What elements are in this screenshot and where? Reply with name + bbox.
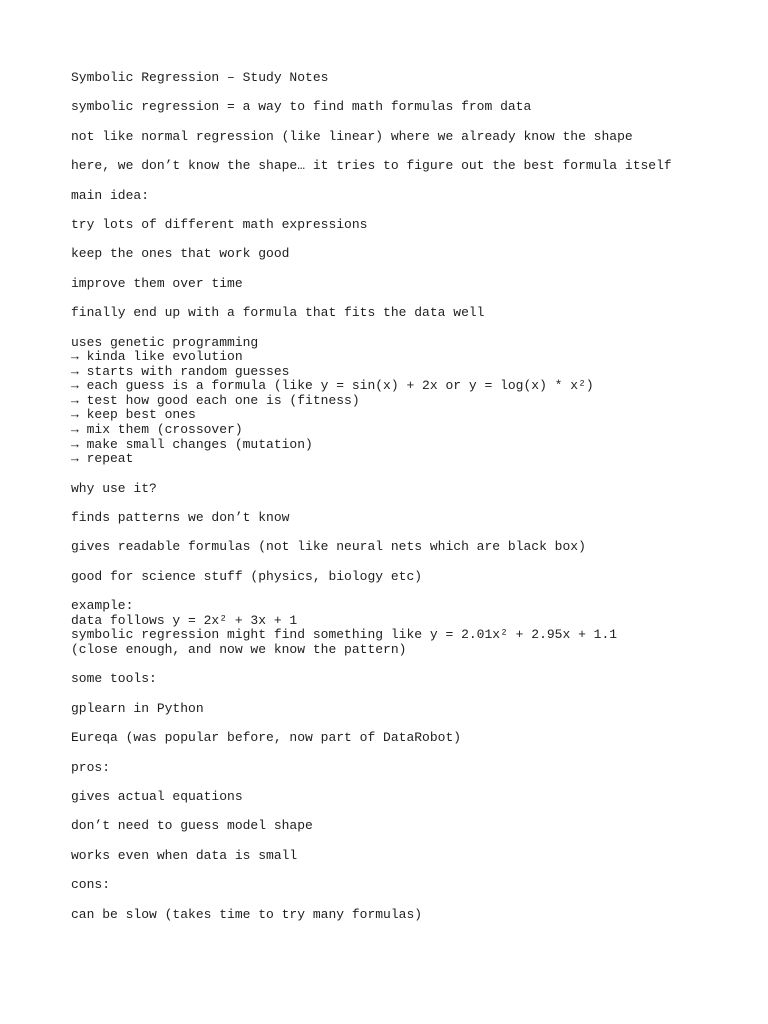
note-paragraph <box>71 306 751 321</box>
text-line: some tools: <box>71 671 157 687</box>
note-paragraph <box>71 189 751 204</box>
document-title <box>71 71 751 86</box>
text-line: → test how good each one is (fitness) <box>71 392 360 408</box>
text-line: gives actual equations <box>71 788 243 804</box>
note-paragraph <box>71 218 751 233</box>
text-line: → keep best ones <box>71 407 196 423</box>
note-paragraph <box>71 100 751 115</box>
text-line: uses genetic programming <box>71 334 259 350</box>
text-line: finds patterns we don’t know <box>71 510 290 526</box>
note-paragraph <box>71 277 751 292</box>
note-paragraph <box>71 702 751 717</box>
text-line: → starts with random guesses <box>71 363 290 379</box>
text-line: symbolic regression = a way to find math formulas from data <box>71 99 532 115</box>
text-line: (close enough, and now we know the pattern) <box>71 642 407 657</box>
text-line: pros: <box>71 759 111 775</box>
text-line: here, we don’t know the shape… it tries to figure out the best formula itself <box>71 158 672 174</box>
text-line: cons: <box>71 877 111 893</box>
note-paragraph <box>71 908 751 923</box>
note-paragraph <box>71 878 751 893</box>
text-line: example: <box>71 598 134 614</box>
text-line: try lots of different math expressions <box>71 216 368 232</box>
text-line: → repeat <box>71 451 134 467</box>
note-paragraph <box>71 247 751 262</box>
text-line: good for science stuff (physics, biology etc) <box>71 568 423 584</box>
text-line: main idea: <box>71 187 150 203</box>
note-paragraph <box>71 819 751 834</box>
text-line: symbolic regression might find something like y = 2.01x² + 2.95x + 1.1 <box>71 627 618 643</box>
text-line: → mix them (crossover) <box>71 422 243 438</box>
note-paragraph <box>71 336 751 467</box>
text-line: not like normal regression (like linear) where we already know the shape <box>71 128 633 144</box>
note-paragraph <box>71 790 751 805</box>
text-line: → kinda like evolution <box>71 349 243 365</box>
note-paragraph <box>71 540 751 555</box>
note-paragraph <box>71 130 751 145</box>
text-line: → each guess is a formula (like y = sin(x) + 2x or y = log(x) * x²) <box>71 378 594 394</box>
note-paragraph <box>71 672 751 687</box>
note-paragraph <box>71 570 751 585</box>
text-line: Symbolic Regression – Study Notes <box>71 70 329 85</box>
text-line: gives readable formulas (not like neural nets which are black box) <box>71 539 586 555</box>
text-line: works even when data is small <box>71 847 298 863</box>
note-paragraph <box>71 849 751 864</box>
note-paragraph <box>71 159 751 174</box>
note-paragraph <box>71 731 751 746</box>
note-paragraph <box>71 482 751 497</box>
text-line: why use it? <box>71 480 157 496</box>
text-line: → make small changes (mutation) <box>71 436 313 452</box>
text-line: finally end up with a formula that fits the data well <box>71 305 485 321</box>
note-paragraph <box>71 761 751 776</box>
note-paragraph <box>71 599 751 657</box>
document-page <box>71 71 751 937</box>
text-line: Eureqa (was popular before, now part of DataRobot) <box>71 730 462 746</box>
text-line: improve them over time <box>71 275 243 291</box>
text-line: gplearn in Python <box>71 700 204 716</box>
text-line: can be slow (takes time to try many formulas) <box>71 906 423 922</box>
text-line: keep the ones that work good <box>71 246 290 262</box>
text-line: don’t need to guess model shape <box>71 818 313 834</box>
text-line: data follows y = 2x² + 3x + 1 <box>71 612 298 628</box>
note-paragraph <box>71 511 751 526</box>
